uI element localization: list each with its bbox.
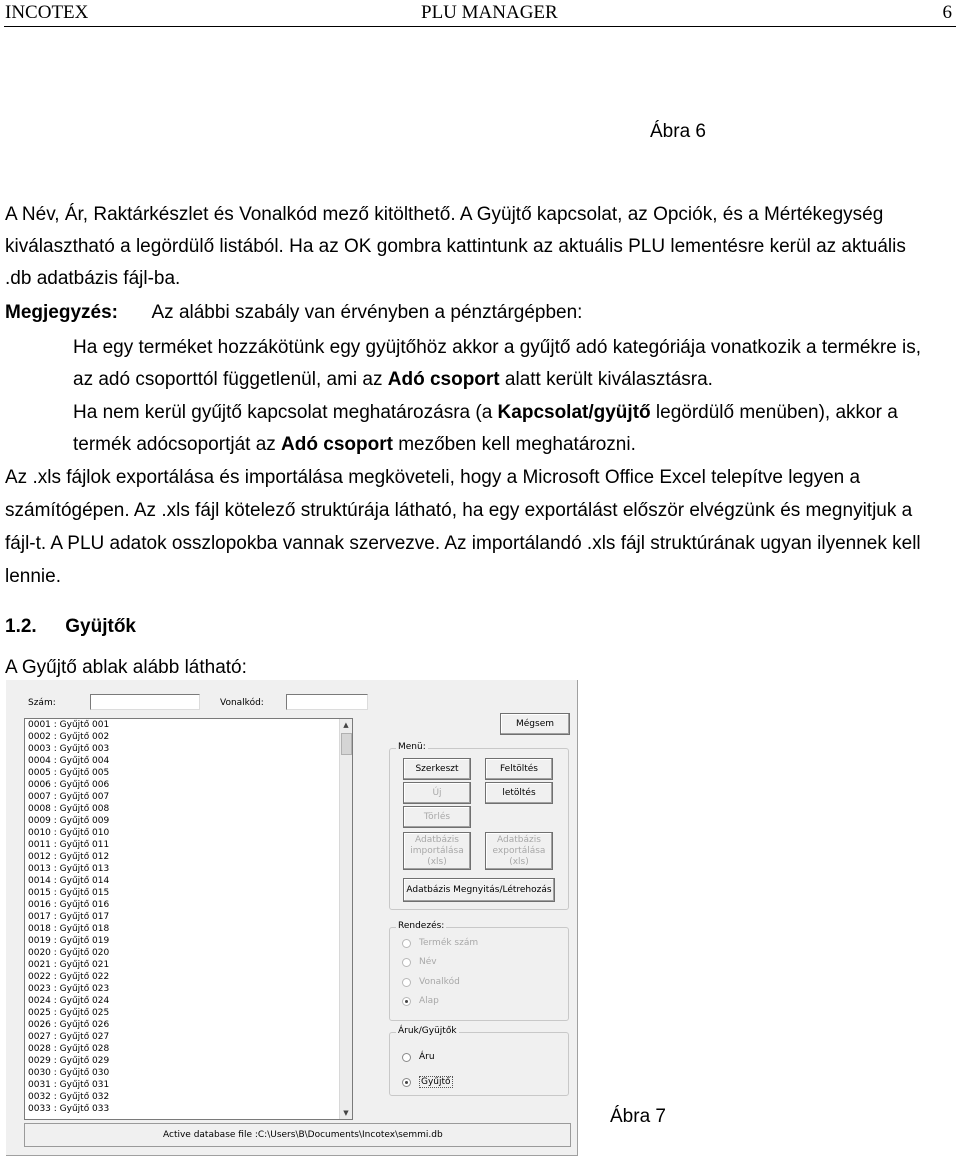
list-item[interactable]: 0011 : Gyűjtő 011 [28, 840, 110, 850]
vonalkod-input[interactable] [286, 694, 368, 710]
export-xls-button[interactable]: Adatbázis exportálása (xls) [485, 832, 553, 870]
list-item[interactable]: 0009 : Gyűjtő 009 [28, 816, 110, 826]
db-open-create-button[interactable]: Adatbázis Megnyitás/Létrehozás [403, 878, 555, 902]
note-line3: az adó csoporttól függetlenül, ami az Adó csoport alatt került kiválasztásra. [73, 369, 713, 390]
list-item[interactable]: 0016 : Gyűjtő 016 [28, 900, 110, 910]
para1-line1: A Név, Ár, Raktárkészlet és Vonalkód mező kitölthető. A Gyüjtő kapcsolat, az Opciók, és a Mértékegység [5, 204, 884, 225]
intro-text: A Gyűjtő ablak alább látható: [5, 657, 247, 678]
list-item[interactable]: 0028 : Gyűjtő 028 [28, 1044, 110, 1054]
note-line1 [5, 302, 582, 324]
gyujto-list[interactable] [24, 718, 353, 1120]
para2-line2: számítógépen. Az .xls fájl kötelező struktúrája látható, ha egy exportálást először elvégzünk és megnyitjuk a [5, 500, 913, 521]
scroll-down-icon[interactable]: ▼ [343, 1109, 349, 1117]
import-xls-button[interactable]: Adatbázis importálása (xls) [403, 832, 471, 870]
megsem-button[interactable]: Mégsem [500, 713, 570, 735]
list-item[interactable]: 0030 : Gyűjtő 030 [28, 1068, 110, 1078]
list-item[interactable]: 0031 : Gyűjtő 031 [28, 1080, 110, 1090]
aruk-gyujtok-label: Áruk/Gyüjtők [398, 1026, 457, 1036]
menu-label: Menü: [398, 742, 426, 752]
list-item[interactable]: 0013 : Gyűjtő 013 [28, 864, 110, 874]
para1-line2: kiválasztható a legördülő listából. Ha az OK gombra kattintunk az aktuális PLU lementésre kerül az aktuális [5, 236, 906, 257]
uj-button[interactable]: Új [403, 782, 471, 804]
note-text: Az alábbi szabály van érvényben a pénztárgépben: [151, 302, 583, 323]
para2-line3: fájl-t. A PLU adatok osszlopokba vannak szervezve. Az importálandó .xls fájl struktúrának ugyan ilyennek kell [5, 533, 921, 554]
list-item[interactable]: 0018 : Gyűjtő 018 [28, 924, 110, 934]
scroll-thumb[interactable] [341, 733, 352, 755]
status-text: Active database file :C:\Users\B\Documents\Incotex\semmi.db [163, 1130, 443, 1140]
list-item[interactable]: 0017 : Gyűjtő 017 [28, 912, 110, 922]
para2-line4: lennie. [5, 566, 61, 587]
list-item[interactable]: 0026 : Gyűjtő 026 [28, 1020, 110, 1030]
letoltes-button[interactable]: letöltés [485, 782, 553, 804]
sort-termekszam-radio[interactable]: Termék szám [402, 938, 478, 948]
header-left: INCOTEX [5, 2, 89, 23]
note-line4: Ha nem kerül gyűjtő kapcsolat meghatározásra (a Kapcsolat/gyüjtő legördülő menüben), akkor a [73, 402, 898, 423]
list-item[interactable]: 0020 : Gyűjtő 020 [28, 948, 110, 958]
para2-line1: Az .xls fájlok exportálása és importálása megköveteli, hogy a Microsoft Office Excel telepítve legyen a [5, 467, 861, 488]
list-item[interactable]: 0015 : Gyűjtő 015 [28, 888, 110, 898]
list-item[interactable]: 0024 : Gyűjtő 024 [28, 996, 110, 1006]
section-title: Gyüjtők [65, 616, 136, 637]
list-item[interactable]: 0019 : Gyűjtő 019 [28, 936, 110, 946]
list-item[interactable]: 0021 : Gyűjtő 021 [28, 960, 110, 970]
page-number: 6 [942, 2, 952, 23]
aru-radio[interactable]: Áru [402, 1052, 435, 1062]
list-item[interactable]: 0014 : Gyűjtő 014 [28, 876, 110, 886]
scroll-up-icon[interactable]: ▲ [343, 721, 349, 729]
note-line5: termék adócsoportját az Adó csoport mezőben kell meghatározni. [73, 434, 636, 455]
list-item[interactable]: 0023 : Gyűjtő 023 [28, 984, 110, 994]
sort-vonalkod-radio[interactable]: Vonalkód [402, 977, 460, 987]
list-item[interactable]: 0004 : Gyűjtő 004 [28, 756, 110, 766]
feltoltes-button[interactable]: Feltöltés [485, 758, 553, 780]
header-rule [4, 26, 956, 27]
gyujto-radio[interactable]: Gyűjtő [402, 1076, 453, 1088]
list-item[interactable]: 0001 : Gyűjtő 001 [28, 720, 110, 730]
list-item[interactable]: 0003 : Gyűjtő 003 [28, 744, 110, 754]
sort-nev-radio[interactable]: Név [402, 957, 437, 967]
list-item[interactable]: 0032 : Gyűjtő 032 [28, 1092, 110, 1102]
szam-label: Szám: [28, 698, 56, 708]
list-item[interactable]: 0033 : Gyűjtő 033 [28, 1104, 110, 1114]
sort-alap-radio[interactable]: Alap [402, 996, 439, 1006]
header-title: PLU MANAGER [421, 2, 558, 23]
list-item[interactable]: 0008 : Gyűjtő 008 [28, 804, 110, 814]
note-label: Megjegyzés: [5, 302, 118, 323]
list-item[interactable]: 0025 : Gyűjtő 025 [28, 1008, 110, 1018]
list-item[interactable]: 0007 : Gyűjtő 007 [28, 792, 110, 802]
figure6-caption: Ábra 6 [650, 121, 706, 142]
list-item[interactable]: 0005 : Gyűjtő 005 [28, 768, 110, 778]
list-item[interactable]: 0012 : Gyűjtő 012 [28, 852, 110, 862]
list-item[interactable]: 0022 : Gyűjtő 022 [28, 972, 110, 982]
szerkeszt-button[interactable]: Szerkeszt [403, 758, 471, 780]
gyujto-dialog [6, 680, 578, 1156]
rendezes-label: Rendezés: [398, 921, 445, 931]
vonalkod-label: Vonalkód: [220, 698, 264, 708]
list-item[interactable]: 0027 : Gyűjtő 027 [28, 1032, 110, 1042]
section-number: 1.2. [5, 616, 37, 637]
section-heading [5, 616, 136, 638]
list-item[interactable]: 0002 : Gyűjtő 002 [28, 732, 110, 742]
list-item[interactable]: 0006 : Gyűjtő 006 [28, 780, 110, 790]
list-item[interactable]: 0010 : Gyűjtő 010 [28, 828, 110, 838]
szam-input[interactable] [90, 694, 200, 710]
list-item[interactable]: 0029 : Gyűjtő 029 [28, 1056, 110, 1066]
list-scrollbar[interactable] [339, 719, 352, 1119]
note-line2: Ha egy terméket hozzákötünk egy gyüjtőhöz akkor a gyűjtő adó kategóriája vonatkozik a termékre is, [73, 337, 922, 358]
figure7-caption: Ábra 7 [610, 1106, 666, 1127]
torles-button[interactable]: Törlés [403, 806, 471, 828]
para1-line3: .db adatbázis fájl-ba. [5, 268, 181, 289]
status-bar [24, 1123, 571, 1147]
